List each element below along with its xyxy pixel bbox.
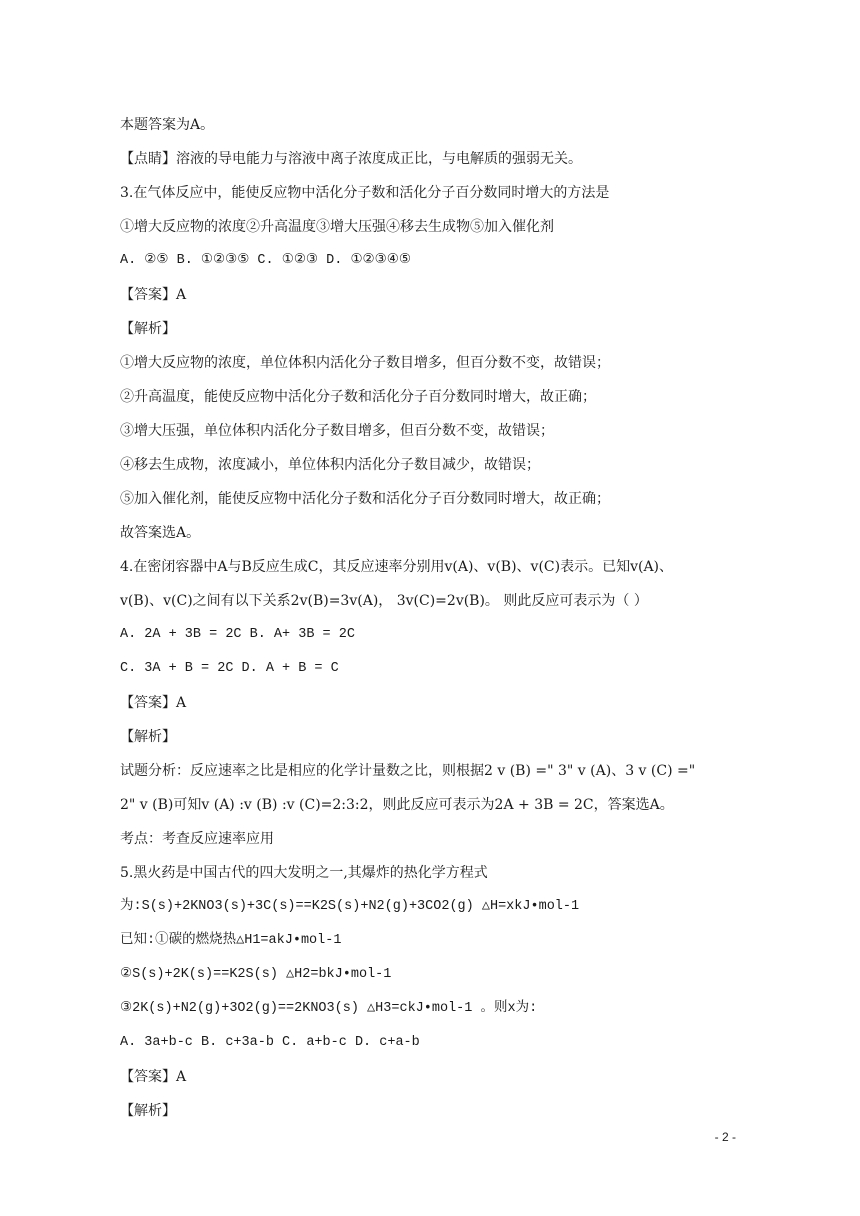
text-line: ②升高温度，能使反应物中活化分子数和活化分子百分数同时增大，故正确； [120,389,596,405]
text-line: ①增大反应物的浓度②升高温度③增大压强④移去生成物⑤加入催化剂 [120,219,554,235]
text-line: 【点睛】溶液的导电能力与溶液中离子浓度成正比，与电解质的强弱无关。 [120,151,582,167]
text-line: 试题分析：反应速率之比是相应的化学计量数之比，则根据2 v (B) =" 3" v (A)、3 v (C) =" [120,763,696,779]
text-line: 故答案选A。 [120,525,201,541]
equation-line: ③2K(s)+N2(g)+3O2(g)==2KNO3(s) △H3=ckJ•mol-1 。则x为: [120,1001,538,1016]
text-line: 考点：考查反应速率应用 [120,831,274,847]
answer-options: A. 3a+b-c B. c+3a-b C. a+b-c D. c+a-b [120,1035,420,1050]
text-line: 2" v (B)可知v (A) :v (B) :v (C)=2:3:2，则此反应可表示为2A + 3B = 2C，答案选A。 [120,797,674,813]
equation-line: 为:S(s)+2KNO3(s)+3C(s)==K2S(s)+N2(g)+3CO2(g) △H=xkJ•mol-1 [120,899,580,914]
question-stem: 5.黑火药是中国古代的四大发明之一,其爆炸的热化学方程式 [120,865,488,881]
text-line: ⑤加入催化剂，能使反应物中活化分子数和活化分子百分数同时增大，故正确； [120,491,610,507]
answer-label: 【答案】A [120,1069,187,1085]
answer-options: C. 3A + B = 2C D. A + B = C [120,661,339,676]
answer-options: A. 2A + 3B = 2C B. A+ 3B = 2C [120,627,355,642]
document-page [120,108,760,1128]
page-number: - 2 - [714,1130,736,1144]
analysis-label: 【解析】 [120,729,176,745]
question-stem: 3.在气体反应中，能使反应物中活化分子数和活化分子百分数同时增大的方法是 [120,185,610,201]
equation-line: ②S(s)+2K(s)==K2S(s) △H2=bkJ•mol-1 [120,967,392,982]
answer-label: 【答案】A [120,287,187,303]
analysis-label: 【解析】 [120,1103,176,1119]
answer-options: A. ②⑤ B. ①②③⑤ C. ①②③ D. ①②③④⑤ [120,253,411,268]
answer-label: 【答案】A [120,695,187,711]
text-line: ④移去生成物，浓度减小，单位体积内活化分子数目减少，故错误； [120,457,540,473]
analysis-label: 【解析】 [120,321,176,337]
text-line: v(B)、v(C)之间有以下关系2v(B)=3v(A)， 3v(C)=2v(B)。 则此反应可表示为（ ） [120,593,648,609]
text-line: ①增大反应物的浓度，单位体积内活化分子数目增多，但百分数不变，故错误； [120,355,610,371]
equation-line: 已知:①碳的燃烧热△H1=akJ•mol-1 [120,933,342,948]
question-stem: 4.在密闭容器中A与B反应生成C，其反应速率分别用v(A)、v(B)、v(C)表示。已知v(A)、 [120,559,674,575]
text-line: 本题答案为A。 [120,117,215,133]
text-line: ③增大压强，单位体积内活化分子数目增多，但百分数不变，故错误； [120,423,554,439]
